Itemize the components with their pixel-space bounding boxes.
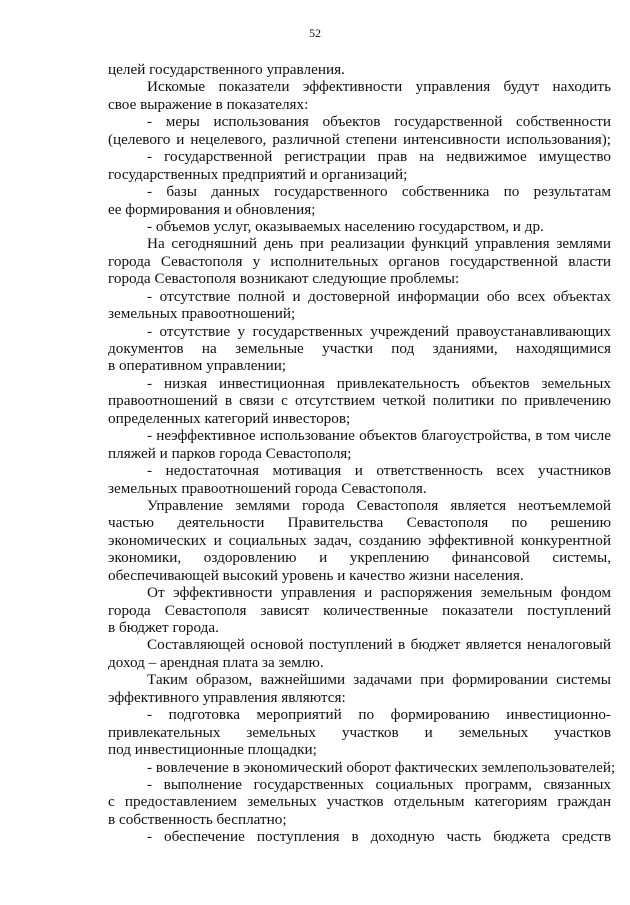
text-line: с предоставлением земельных участков отдельным категориям граждан bbox=[108, 793, 611, 811]
text-line: города Севастополя у исполнительных органов государственной власти bbox=[108, 252, 611, 270]
text-line: Составляющей основой поступлений в бюджет является неналоговый bbox=[147, 636, 611, 654]
text-line: обеспечивающей высокий уровень и качество жизни населения. bbox=[108, 566, 524, 584]
text-line: под инвестиционные площадки; bbox=[108, 741, 317, 759]
text-line: в собственность бесплатно; bbox=[108, 810, 287, 828]
text-line: - отсутствие полной и достоверной информации обо всех объектах bbox=[147, 287, 611, 305]
text-line: - выполнение государственных социальных программ, связанных bbox=[147, 775, 611, 793]
text-line: - недостаточная мотивация и ответственность всех участников bbox=[147, 462, 611, 480]
text-line: - объемов услуг, оказываемых населению государством, и др. bbox=[147, 217, 544, 235]
text-line: - базы данных государственного собственника по результатам bbox=[147, 183, 611, 201]
text-line: экономики, оздоровлению и укреплению финансовой системы, bbox=[108, 549, 611, 567]
text-line: (целевого и нецелевого, различной степени интенсивности использования); bbox=[108, 130, 611, 148]
text-line: города Севастополя зависят количественные показатели поступлений bbox=[108, 601, 611, 619]
text-line: - меры использования объектов государственной собственности bbox=[147, 113, 611, 131]
text-line: правоотношений в связи с отсутствием четкой политики по привлечению bbox=[108, 392, 611, 410]
text-line: - неэффективное использование объектов благоустройства, в том числе bbox=[147, 427, 611, 445]
text-line: частью деятельности Правительства Севастополя по решению bbox=[108, 514, 611, 532]
text-line: - вовлечение в экономический оборот фактических землепользователей; bbox=[147, 758, 616, 776]
text-line: целей государственного управления. bbox=[108, 61, 345, 78]
page-number: 52 bbox=[309, 26, 321, 40]
text-line: города Севастополя возникают следующие проблемы: bbox=[108, 270, 460, 288]
text-line: документов на земельные участки под зданиями, находящимися bbox=[108, 340, 611, 357]
text-line: земельных правоотношений; bbox=[108, 305, 296, 323]
text-line: На сегодняшний день при реализации функций управления землями bbox=[147, 235, 611, 253]
text-line: От эффективности управления и распоряжения земельным фондом bbox=[147, 584, 611, 602]
text-line: земельных правоотношений города Севастополя. bbox=[108, 479, 427, 497]
text-line: в оперативном управлении; bbox=[108, 357, 287, 375]
text-line: свое выражение в показателях: bbox=[108, 95, 309, 113]
text-line: - государственной регистрации прав на недвижимое имущество bbox=[147, 148, 611, 166]
text-line: доход – арендная плата за землю. bbox=[108, 653, 324, 671]
text-line: пляжей и парков города Севастополя; bbox=[108, 444, 352, 462]
text-line: - низкая инвестиционная привлекательность объектов земельных bbox=[147, 374, 611, 392]
text-line: - отсутствие у государственных учреждений правоустанавливающих bbox=[147, 322, 611, 340]
text-line: Таким образом, важнейшими задачами при формировании системы bbox=[147, 671, 611, 689]
text-line: в бюджет города. bbox=[108, 619, 219, 636]
document-body bbox=[108, 61, 616, 846]
text-line: привлекательных земельных участков и земельных участков bbox=[108, 723, 611, 741]
text-line: Искомые показатели эффективности управления будут находить bbox=[147, 78, 611, 96]
text-line: эффективного управления являются: bbox=[108, 688, 346, 706]
text-line: - обеспечение поступления в доходную часть бюджета средств bbox=[147, 828, 611, 846]
text-line: государственных предприятий и организаций; bbox=[108, 165, 408, 183]
text-line: - подготовка мероприятий по формированию инвестиционно- bbox=[147, 706, 611, 724]
text-line: ее формирования и обновления; bbox=[108, 200, 316, 218]
text-line: экономических и социальных задач, созданию эффективной конкурентной bbox=[108, 531, 611, 549]
text-line: Управление землями города Севастополя является неотъемлемой bbox=[147, 496, 611, 514]
text-line: определенных категорий инвесторов; bbox=[108, 409, 351, 427]
